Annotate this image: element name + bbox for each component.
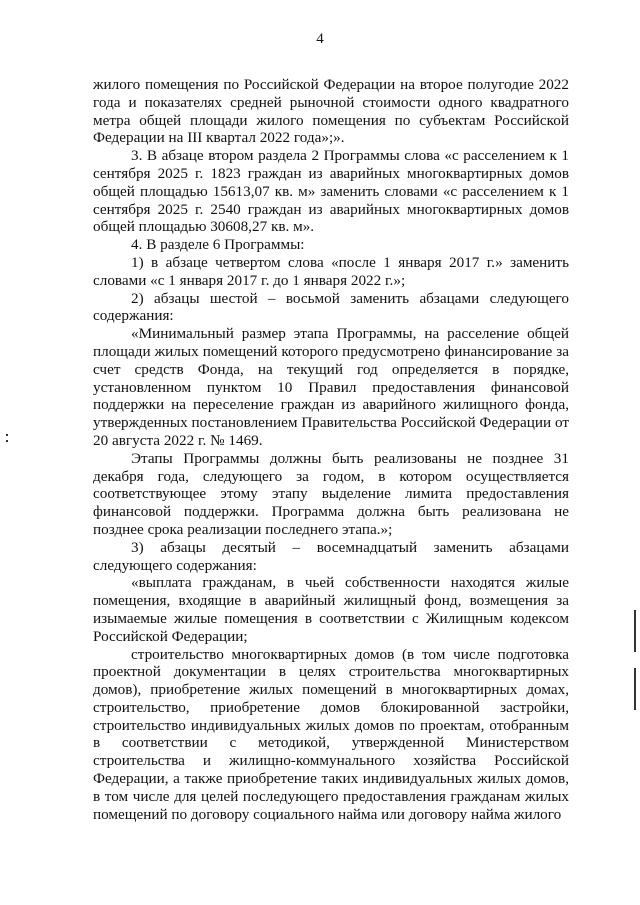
paragraph: 3) абзацы десятый – восемнадцатый заменить абзацами следующего содержания: bbox=[93, 538, 569, 574]
paragraph: «Минимальный размер этапа Программы, на расселение общей площади жилых помещений которого предусмотрено финансирование за счет средств Фонда, на текущий год определяется в порядке, установленном пунктом 10 Правил предоставления финансовой поддержки на переселение граждан из аварийного жилищного фонда, утвержденных постановлением Правительства Российской Федерации от 20 августа 2022 г. № 1469. bbox=[93, 325, 569, 449]
paragraph: 1) в абзаце четвертом слова «после 1 января 2017 г.» заменить словами «с 1 января 2017 г. до 1 января 2022 г.»; bbox=[93, 253, 569, 289]
scan-mark-right bbox=[634, 610, 636, 652]
scan-mark-left bbox=[6, 434, 8, 436]
paragraph: 2) абзацы шестой – восьмой заменить абзацами следующего содержания: bbox=[93, 289, 569, 325]
paragraph: строительство многоквартирных домов (в том числе подготовка проектной документации в целях строительства многоквартирных домов), приобретение жилых помещений в многоквартирных домах, строительство, приобретение домов блокированной застройки, строительство индивидуальных жилых домов по проектам, отобранным в соответствии с методикой, утвержденной Министерством строительства и жилищно-коммунального хозяйства Российской Федерации, а также приобретение таких индивидуальных жилых домов, в том числе для целей последующего предоставления гражданам жилых помещений по договору социального найма или договору найма жилого bbox=[93, 645, 569, 823]
paragraph: «выплата гражданам, в чьей собственности находятся жилые помещения, входящие в аварийный жилищный фонд, возмещения за изымаемые жилые помещения в соответствии с Жилищным кодексом Российской Федерации; bbox=[93, 574, 569, 645]
paragraph: 4. В разделе 6 Программы: bbox=[131, 236, 305, 254]
paragraph: 3. В абзаце втором раздела 2 Программы слова «с расселением к 1 сентября 2025 г. 1823 граждан из аварийных многоквартирных домов общей площадью 15613,07 кв. м» заменить словами «с расселением к 1 сентября 2025 г. 2540 граждан из аварийных многоквартирных домов общей площадью 30608,27 кв. м». bbox=[93, 147, 569, 236]
paragraph: Этапы Программы должны быть реализованы не позднее 31 декабря года, следующего за годом, в котором осуществляется соответствующее этому этапу выделение лимита предоставления финансовой поддержки. Программа должна быть реализована не позднее срока реализации последнего этапа.»; bbox=[93, 449, 569, 538]
paragraph: жилого помещения по Российской Федерации на второе полугодие 2022 года и показателях средней рыночной стоимости одного квадратного метра общей площади жилого помещения по субъектам Российской Федерации на III квартал 2022 года»;». bbox=[93, 76, 569, 147]
scan-mark-left bbox=[6, 440, 8, 442]
document-body bbox=[93, 76, 569, 823]
scan-mark-right bbox=[634, 668, 636, 710]
page-number: 4 bbox=[316, 31, 324, 47]
